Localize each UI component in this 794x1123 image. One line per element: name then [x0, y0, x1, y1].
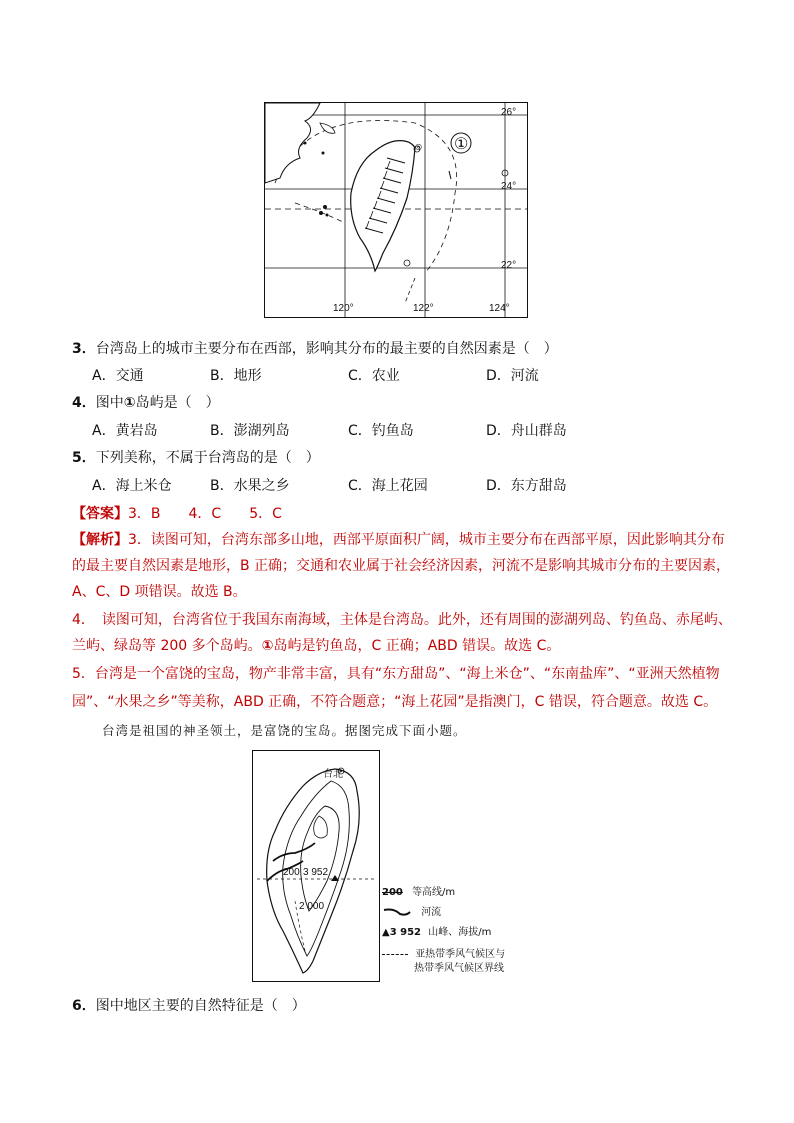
question-3-option-b[interactable]: B．地形 — [210, 368, 262, 384]
section-intro: 台湾是祖国的神圣领土，是富饶的宝岛。据图完成下面小题。 — [102, 723, 467, 738]
lon-label-120: 120° — [333, 303, 354, 314]
contour-label-2000: 2 000 — [299, 901, 325, 912]
legend-contour-sample: 200 — [382, 887, 403, 898]
legend-peak-label: 山峰、海拔/m — [428, 927, 492, 938]
analysis-q4-suffix: 岛屿是钓鱼岛，C 正确；ABD 错误。故选 C。 — [273, 638, 561, 654]
question-3-option-a[interactable]: A．交通 — [92, 368, 144, 384]
contour-label-200: 200 — [283, 867, 300, 878]
map-legend — [382, 886, 552, 982]
analysis-q3-line3: A、C、D 项错误。故选 B。 — [72, 584, 247, 600]
question-4-number: 4． — [72, 395, 96, 411]
question-3-number: 3． — [72, 341, 96, 357]
question-6-number: 6． — [72, 998, 96, 1014]
lon-label-122: 122° — [413, 303, 434, 314]
answer-label: 【答案】 — [72, 506, 128, 522]
question-3 — [72, 339, 558, 359]
city-label-taipei: 台北 — [323, 769, 343, 780]
taiwan-location-map-graphic — [265, 103, 527, 317]
analysis-q5-line1: 5．台湾是一个富饶的宝岛，物产非常丰富，具有“东方甜岛”、“海上米仓”、“东南盐库”、“亚洲天然植物 — [72, 666, 720, 682]
legend-peak — [382, 926, 491, 939]
analysis-q3-line2: 的最主要自然因素是地形，B 正确；交通和农业属于社会经济因素，河流不是影响其城市分布的主要因素， — [72, 558, 731, 574]
legend-boundary-label1: 亚热带季风气候区与 — [415, 949, 506, 960]
question-4 — [72, 393, 220, 413]
lon-label-124: 124° — [489, 303, 510, 314]
legend-river — [382, 906, 441, 919]
answer-text: 3．B 4．C 5．C — [128, 506, 282, 522]
analysis-q4-line1: 4． 读图可知，台湾省位于我国东南海域，主体是台湾岛。此外，还有周围的澎湖列岛、钓鱼岛、赤尾屿、 — [72, 612, 732, 628]
legend-contour-label: 等高线/m — [412, 887, 456, 898]
question-5-number: 5． — [72, 450, 96, 466]
dashed-line-icon — [382, 954, 408, 955]
lat-label-22: 22° — [501, 260, 517, 271]
question-5-option-a[interactable]: A．海上米仓 — [92, 478, 172, 494]
legend-river-label: 河流 — [421, 907, 442, 918]
question-6 — [72, 996, 306, 1016]
question-4-marker: ① — [123, 395, 136, 411]
analysis-q4-line2 — [72, 634, 560, 658]
legend-contour — [382, 886, 455, 899]
svg-text:◎: ◎ — [415, 142, 422, 151]
question-3-option-c[interactable]: C．农业 — [348, 368, 400, 384]
question-5-option-d[interactable]: D．东方甜岛 — [486, 478, 567, 494]
taiwan-location-map — [264, 102, 528, 318]
question-3-option-d[interactable]: D．河流 — [486, 368, 539, 384]
answer-line — [72, 502, 282, 526]
analysis-q4-prefix: 兰屿、绿岛等 200 多个岛屿。 — [72, 638, 262, 654]
lat-label-24: 24° — [501, 181, 517, 192]
analysis-label: 【解析】 — [72, 532, 128, 548]
question-3-text: 台湾岛上的城市主要分布在西部，影响其分布的最主要的自然因素是（ ） — [95, 341, 558, 357]
analysis-q3-line1 — [72, 528, 725, 552]
taiwan-terrain-map — [252, 750, 380, 982]
peak-label: 3 952 — [303, 867, 329, 878]
question-4-text-prefix: 图中 — [95, 395, 124, 411]
question-4-option-a[interactable]: A．黄岩岛 — [92, 423, 158, 439]
legend-boundary — [382, 948, 505, 961]
question-4-option-c[interactable]: C．钓鱼岛 — [348, 423, 414, 439]
question-5-option-b[interactable]: B．水果之乡 — [210, 478, 290, 494]
question-5 — [72, 448, 320, 468]
taiwan-terrain-map-graphic — [253, 751, 379, 981]
question-5-text: 下列美称，不属于台湾岛的是（ ） — [95, 450, 320, 466]
lat-label-26: 26° — [501, 107, 517, 118]
legend-boundary-line2: 热带季风气候区界线 — [414, 963, 504, 974]
legend-peak-sample: ▲3 952 — [382, 927, 422, 938]
analysis-q3-text1: 3．读图可知，台湾东部多山地，西部平原面积广阔，城市主要分布在西部平原，因此影响其分布 — [128, 532, 725, 548]
island-marker: ① — [454, 136, 469, 153]
analysis-q4-marker: ① — [261, 638, 274, 654]
river-symbol-icon — [382, 906, 412, 918]
question-4-option-d[interactable]: D．舟山群岛 — [486, 423, 567, 439]
question-4-option-b[interactable]: B．澎湖列岛 — [210, 423, 290, 439]
question-6-text: 图中地区主要的自然特征是（ ） — [95, 998, 306, 1014]
question-5-option-c[interactable]: C．海上花园 — [348, 478, 428, 494]
analysis-q5-line2: 园”、“水果之乡”等美称，ABD 正确，不符合题意；“海上花园”是指澳门，C 错误，符合题意。故选 C。 — [72, 694, 718, 710]
question-4-text-suffix: 岛屿是（ ） — [135, 395, 220, 411]
